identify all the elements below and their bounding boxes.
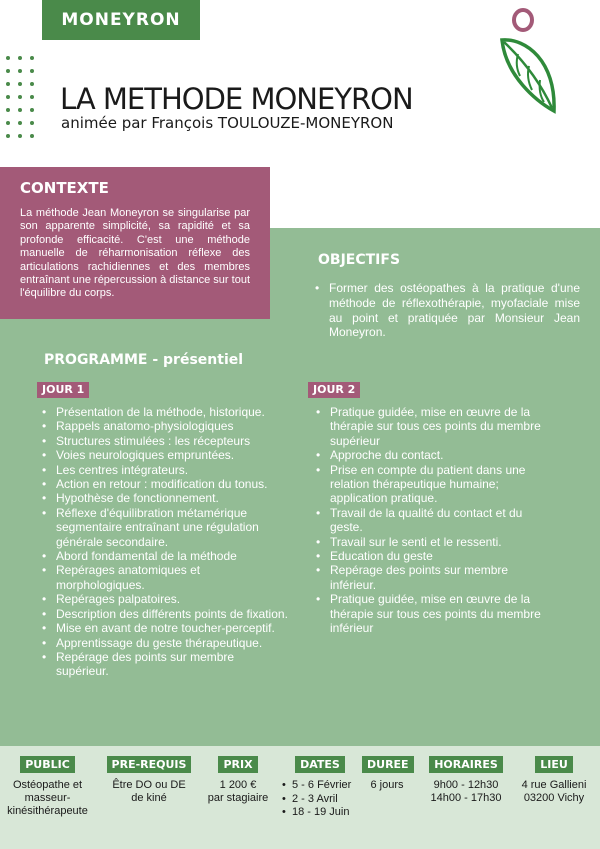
list-item: • Description des différents points de fixation.	[40, 607, 290, 621]
info-value	[362, 779, 412, 792]
list-item: • Prise en compte du patient dans une relation thérapeutique humaine; application pratique.	[314, 463, 554, 506]
info-line: 1 200 €	[219, 779, 257, 791]
list-item: • Pratique guidée, mise en œuvre de la thérapie sur tous ces points du membre inférieur	[314, 592, 554, 635]
objectives-list	[315, 281, 580, 340]
list-item: • Structures stimulées : les récepteurs	[40, 434, 290, 448]
list-item: • Travail sur le senti et le ressenti.	[314, 535, 554, 549]
info-line: 9h00 - 12h30	[433, 779, 499, 791]
list-item: • Présentation de la méthode, historique.	[40, 405, 290, 419]
list-item: • Apprentissage du geste thérapeutique.	[40, 636, 290, 650]
leaf-logo-icon	[496, 6, 560, 116]
info-label: DUREE	[362, 756, 414, 773]
info-label: PUBLIC	[20, 756, 75, 773]
info-bar	[0, 746, 600, 849]
day1-badge: JOUR 1	[37, 382, 89, 398]
decorative-dots	[6, 56, 40, 146]
info-line: masseur-	[24, 792, 71, 804]
info-line: Ostéopathe et	[12, 779, 83, 791]
info-value	[514, 779, 594, 805]
context-box	[0, 167, 270, 319]
list-item: • Repérage des points sur membre supérieur.	[40, 650, 290, 679]
page-subtitle: animée par François TOULOUZE-MONEYRON	[61, 114, 394, 132]
list-item: • Les centres intégrateurs.	[40, 463, 290, 477]
date-item: • 2 - 3 Avril	[282, 793, 358, 807]
info-prerequis	[104, 746, 194, 849]
info-line: 6 jours	[370, 779, 404, 791]
info-value	[104, 779, 194, 805]
page-title: LA METHODE MONEYRON	[60, 82, 413, 116]
list-item: • Repérages anatomiques et morphologiques.	[40, 563, 290, 592]
info-line: kinésithérapeute	[7, 805, 88, 817]
list-item: • Rappels anatomo-physiologiques	[40, 419, 290, 433]
brand-name: MONEYRON	[61, 10, 181, 30]
info-value	[424, 779, 508, 805]
info-line: de kiné	[131, 792, 167, 804]
list-item: • Repérages palpatoires.	[40, 592, 290, 606]
date-item: • 5 - 6 Février	[282, 779, 358, 793]
info-label: LIEU	[535, 756, 573, 773]
objective-item: • Former des ostéopathes à la pratique d'une méthode de réflexothérapie, myofaciale mise au point et pratiquée par Monsieur Jean Moneyron.	[315, 281, 580, 340]
list-item: • Abord fondamental de la méthode	[40, 549, 290, 563]
day2-badge: JOUR 2	[308, 382, 360, 398]
day1-list	[40, 405, 290, 679]
list-item: • Hypothèse de fonctionnement.	[40, 491, 290, 505]
list-item: • Action en retour : modification du tonus.	[40, 477, 290, 491]
info-line: 03200 Vichy	[523, 792, 585, 804]
day2-list	[314, 405, 554, 636]
info-horaires	[424, 746, 508, 849]
date-item: • 18 - 19 Juin	[282, 806, 358, 820]
info-line: 14h00 - 17h30	[430, 792, 502, 804]
list-item: • Mise en avant de notre toucher-perceptif.	[40, 621, 290, 635]
info-label: HORAIRES	[429, 756, 503, 773]
info-dates	[282, 746, 358, 849]
list-item: • Approche du contact.	[314, 448, 554, 462]
dates-list	[282, 779, 358, 820]
brand-tab	[42, 0, 200, 40]
objectives-title: OBJECTIFS	[318, 252, 401, 268]
program-title: PROGRAMME - présentiel	[44, 352, 244, 368]
info-prix	[200, 746, 276, 849]
info-value	[0, 779, 95, 818]
info-lieu	[514, 746, 594, 849]
list-item: • Réflexe d'équilibration métamérique segmentaire entraînant une régulation générale secondaire.	[40, 506, 290, 549]
info-line: Être DO ou DE	[112, 779, 186, 791]
info-label: DATES	[295, 756, 345, 773]
info-value	[200, 779, 276, 805]
info-line: 4 rue Gallieni	[521, 779, 587, 791]
info-line: par stagiaire	[207, 792, 269, 804]
list-item: • Education du geste	[314, 549, 554, 563]
context-text: La méthode Jean Moneyron se singularise par son apparente simplicité, sa rapidité et sa profonde efficacité. C'est une méthode manuelle de réharmonisation réflexe des articulations rachidiennes et des membres entraînant une répercussion à distance sur tout l'équilibre du corps.	[20, 207, 250, 300]
list-item: • Travail de la qualité du contact et du geste.	[314, 506, 554, 535]
list-item: • Voies neurologiques empruntées.	[40, 448, 290, 462]
context-title: CONTEXTE	[20, 179, 109, 197]
list-item: • Pratique guidée, mise en œuvre de la thérapie sur tous ces points du membre supérieur	[314, 405, 554, 448]
info-public	[0, 746, 95, 849]
info-duree	[362, 746, 412, 849]
info-label: PRE-REQUIS	[107, 756, 192, 773]
info-label: PRIX	[218, 756, 257, 773]
list-item: • Repérage des points sur membre inférieur.	[314, 563, 554, 592]
